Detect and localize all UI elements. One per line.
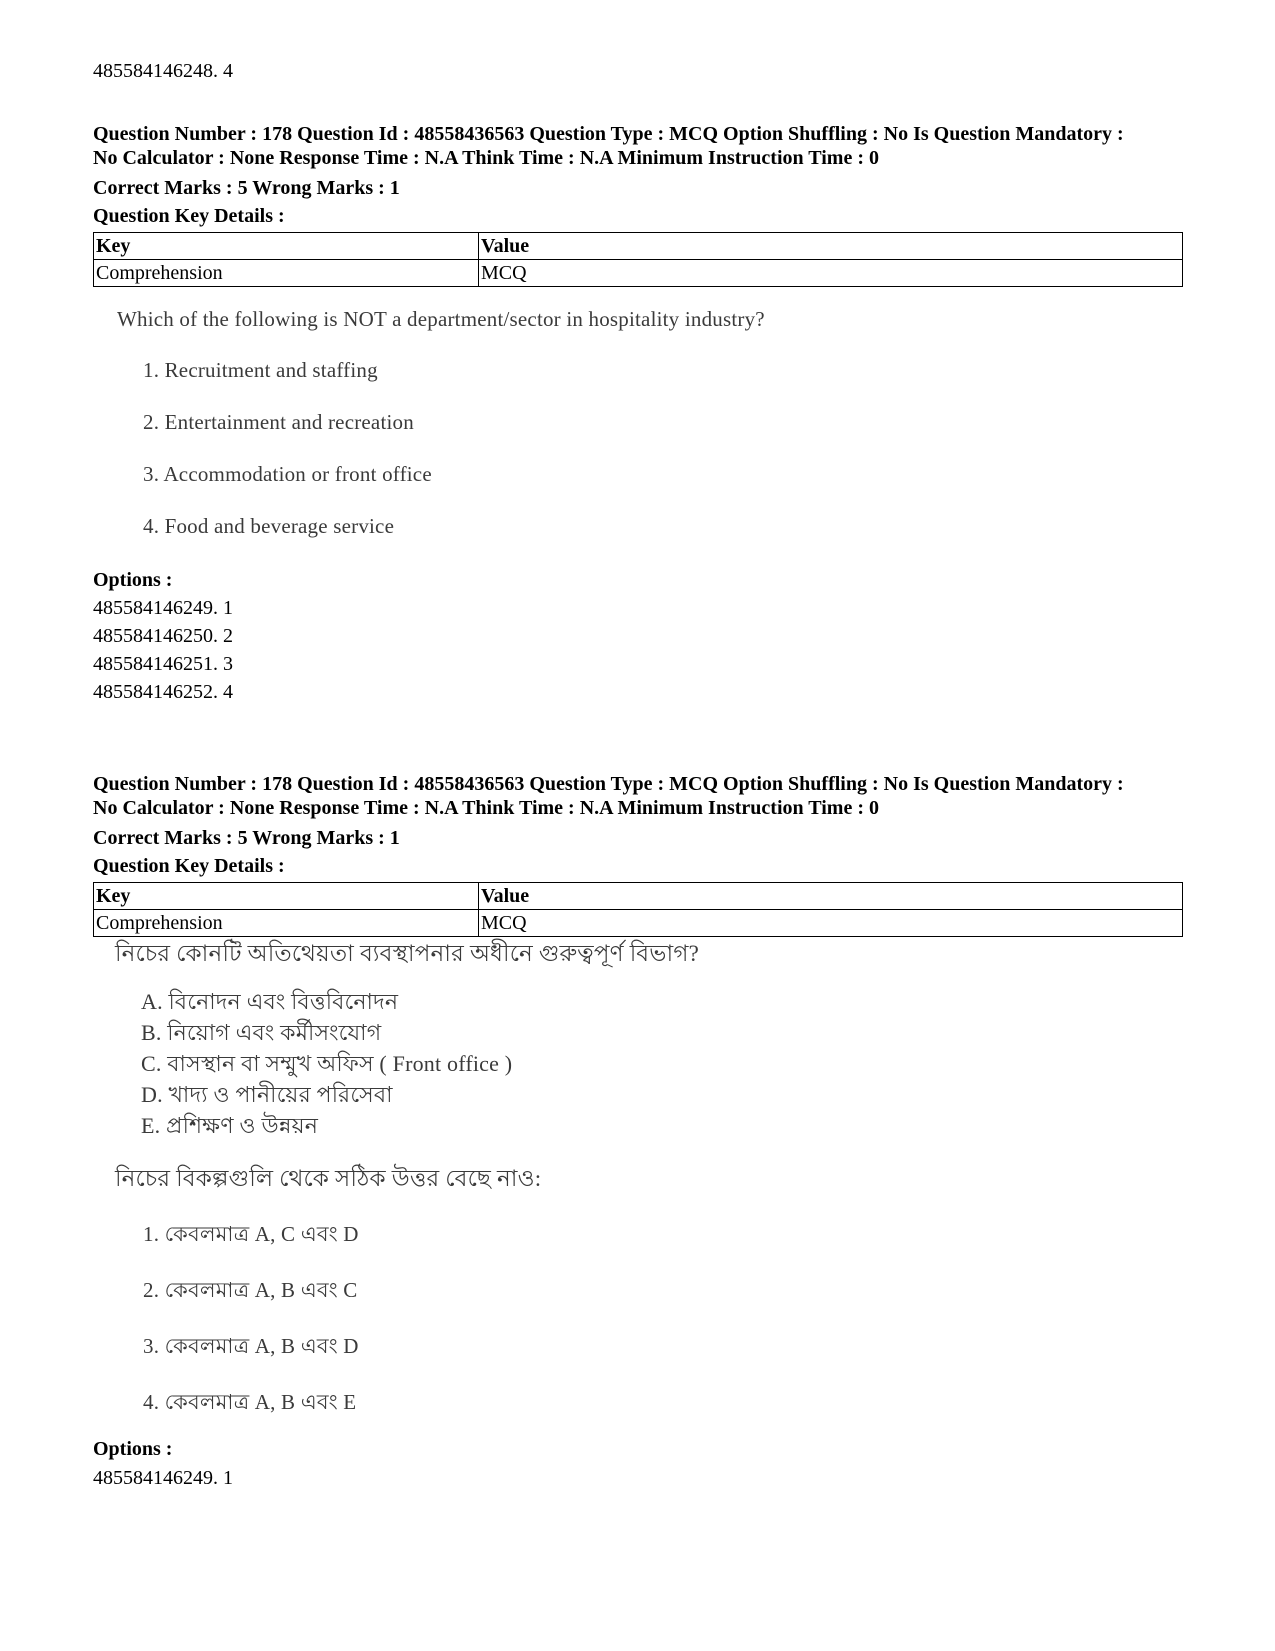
instruction-line: নিচের বিকল্পগুলি থেকে সঠিক উত্তর বেছে নাও: (115, 1166, 542, 1191)
statement-item: B. নিয়োগ এবং কর্মীসংযোগ (141, 1020, 382, 1045)
table-header-key: Key (94, 233, 479, 260)
choice-item: 1. কেবলমাত্র A, C এবং D (143, 1222, 359, 1246)
statement-list (141, 985, 512, 1140)
options-label: Options : (93, 569, 173, 591)
option-line: 485584146249. 1 (93, 1467, 233, 1489)
question-block-1 (93, 122, 1183, 287)
table-cell-key: Comprehension (94, 260, 479, 287)
options-label: Options : (93, 1438, 173, 1460)
marks-line: Correct Marks : 5 Wrong Marks : 1 (93, 827, 400, 849)
statement-item: C. বাসস্থান বা সম্মুখ অফিস ( Front office ) (141, 1051, 513, 1076)
previous-option-line: 485584146248. 4 (93, 60, 233, 82)
table-row (94, 260, 1183, 287)
question-text-image-1 (117, 307, 765, 332)
question-block-2 (93, 772, 1183, 937)
table-header-row (94, 883, 1183, 910)
question-text: নিচের কোনটি অতিথেয়তা ব্যবস্থাপনার অধীনে গুরুত্বপূর্ণ বিভাগ? (115, 941, 699, 966)
option-line: 485584146250. 2 (93, 625, 233, 647)
question-text-image-2 (115, 935, 699, 974)
key-details-label: Question Key Details : (93, 205, 285, 227)
table-header-value: Value (479, 233, 1183, 260)
table-cell-key: Comprehension (94, 910, 479, 937)
question-meta-line-2: No Calculator : None Response Time : N.A Think Time : N.A Minimum Instruction Time : 0 (93, 147, 879, 169)
question-meta-line-1: Question Number : 178 Question Id : 48558436563 Question Type : MCQ Option Shuffling : No Is Question Mandatory : (93, 123, 1124, 145)
choice-item: 3. কেবলমাত্র A, B এবং D (143, 1334, 359, 1358)
choice-item: 2. কেবলমাত্র A, B এবং C (143, 1278, 358, 1302)
statement-item: A. বিনোদন এবং বিত্তবিনোদন (141, 989, 399, 1014)
option-line: 485584146252. 4 (93, 681, 233, 703)
table-cell-value: MCQ (479, 910, 1183, 937)
table-header-value: Value (479, 883, 1183, 910)
instruction-text (115, 1160, 541, 1199)
choice-item: 2. Entertainment and recreation (143, 410, 414, 434)
table-header-row (94, 233, 1183, 260)
option-line: 485584146251. 3 (93, 653, 233, 675)
key-details-table (93, 232, 1183, 287)
question-meta-line-1: Question Number : 178 Question Id : 48558436563 Question Type : MCQ Option Shuffling : No Is Question Mandatory : (93, 773, 1124, 795)
key-details-label: Question Key Details : (93, 855, 285, 877)
question-choices-1 (143, 358, 432, 566)
choice-item: 4. কেবলমাত্র A, B এবং E (143, 1390, 357, 1414)
choice-item: 1. Recruitment and staffing (143, 358, 378, 382)
key-details-table (93, 882, 1183, 937)
question-choices-2 (143, 1218, 359, 1442)
choice-item: 4. Food and beverage service (143, 514, 395, 538)
statement-item: E. প্রশিক্ষণ ও উন্নয়ন (141, 1113, 319, 1138)
statement-item: D. খাদ্য ও পানীয়ের পরিসেবা (141, 1082, 393, 1107)
table-cell-value: MCQ (479, 260, 1183, 287)
option-line: 485584146249. 1 (93, 597, 233, 619)
table-header-key: Key (94, 883, 479, 910)
question-text: Which of the following is NOT a department/sector in hospitality industry? (117, 307, 765, 331)
marks-line: Correct Marks : 5 Wrong Marks : 1 (93, 177, 400, 199)
question-meta-line-2: No Calculator : None Response Time : N.A Think Time : N.A Minimum Instruction Time : 0 (93, 797, 879, 819)
choice-item: 3. Accommodation or front office (143, 462, 432, 486)
table-row (94, 910, 1183, 937)
